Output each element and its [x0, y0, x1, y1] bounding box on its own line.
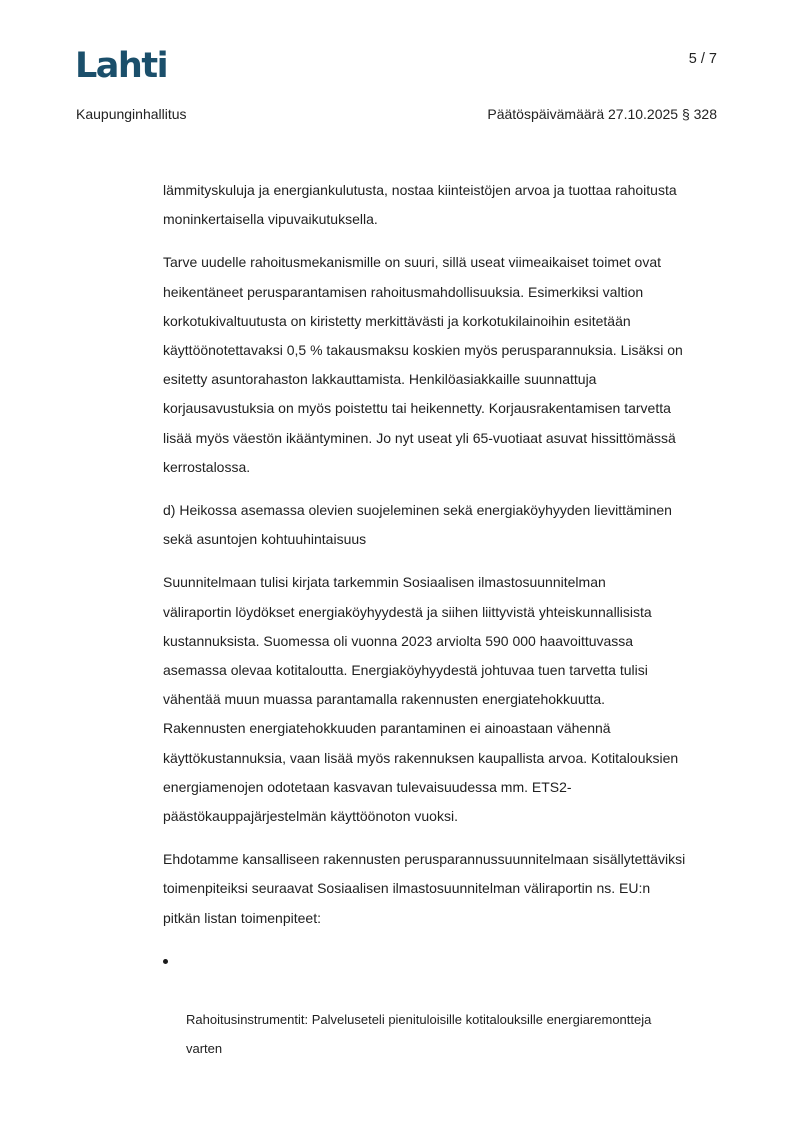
lahti-logo-graphic — [75, 46, 171, 84]
svg-text:Lahti: Lahti — [75, 46, 168, 84]
paragraph: Tarve uudelle rahoitusmekanismille on suuri, sillä useat viimeaikaiset toimet ovat heikentäneet perusparantamisen rahoitusmahdollisuuksia. Esimerkiksi valtion korkotukivaltuutusta on kiristetty merkittävästi ja korkotukilainoihin esitetään käyttöönotettavaksi 0,5 % takausmaksu koskien myös perusparannuksia. Lisäksi on esitetty asuntorahaston lakkauttamista. Henkilöasiakkaille suunnattuja korjausavustuksia on myös poistettu tai heikennetty. Korjausrakentamisen tarvetta lisää myös väestön ikääntyminen. Jo nyt useat yli 65-vuotiaat asuvat hissittömässä kerrostalossa. — [163, 254, 683, 475]
paragraph: Ehdotamme kansalliseen rakennusten perusparannussuunnitelmaan sisällytettäviksi toimenpiteiksi seuraavat Sosiaalisen ilmastosuunnitelman väliraportin ns. EU:n pitkän listan toimenpiteet: — [163, 851, 686, 926]
organization-name: Kaupunginhallitus — [76, 106, 187, 122]
decision-reference: Päätöspäivämäärä 27.10.2025 § 328 — [487, 106, 717, 122]
lahti-logo — [75, 46, 171, 84]
paragraph: lämmityskuluja ja energiankulutusta, nostaa kiinteistöjen arvoa ja tuottaa rahoitusta moninkertaisella vipuvaikutuksella. — [163, 182, 677, 228]
section-heading: d) Heikossa asemassa olevien suojeleminen sekä energiaköyhyyden lievittäminen sekä asuntojen kohtuuhintaisuus — [163, 502, 672, 548]
page-number: 5 / 7 — [688, 51, 717, 67]
bullet-list — [163, 947, 723, 1064]
document-body — [163, 176, 723, 1064]
paragraph: Suunnitelmaan tulisi kirjata tarkemmin Sosiaalisen ilmastosuunnitelman väliraportin löydökset energiaköyhyydestä ja siihen liittyvistä yhteiskunnallisista kustannuksista. Suomessa oli vuonna 2023 arviolta 590 000 haavoittuvassa asemassa olevaa kotitaloutta. Energiaköyhyydestä johtuvaa tuen tarvetta tulisi vähentää muun muassa parantamalla rakennusten energiatehokkuutta. Rakennusten energiatehokkuuden parantaminen ei ainoastaan vähennä käyttökustannuksia, vaan lisää myös rakennuksen kaupallista arvoa. Kotitalouksien energiamenojen odotetaan kasvavan tulevaisuudessa mm. ETS2- päästökauppajärjestelmän käyttöönoton vuoksi. — [163, 574, 679, 825]
bullet-text: Rahoitusinstrumentit: Palveluseteli pienituloisille kotitalouksille energiaremontteja varten — [186, 1012, 652, 1057]
bullet-dot-icon — [163, 959, 168, 964]
bullet-item — [163, 947, 723, 1064]
